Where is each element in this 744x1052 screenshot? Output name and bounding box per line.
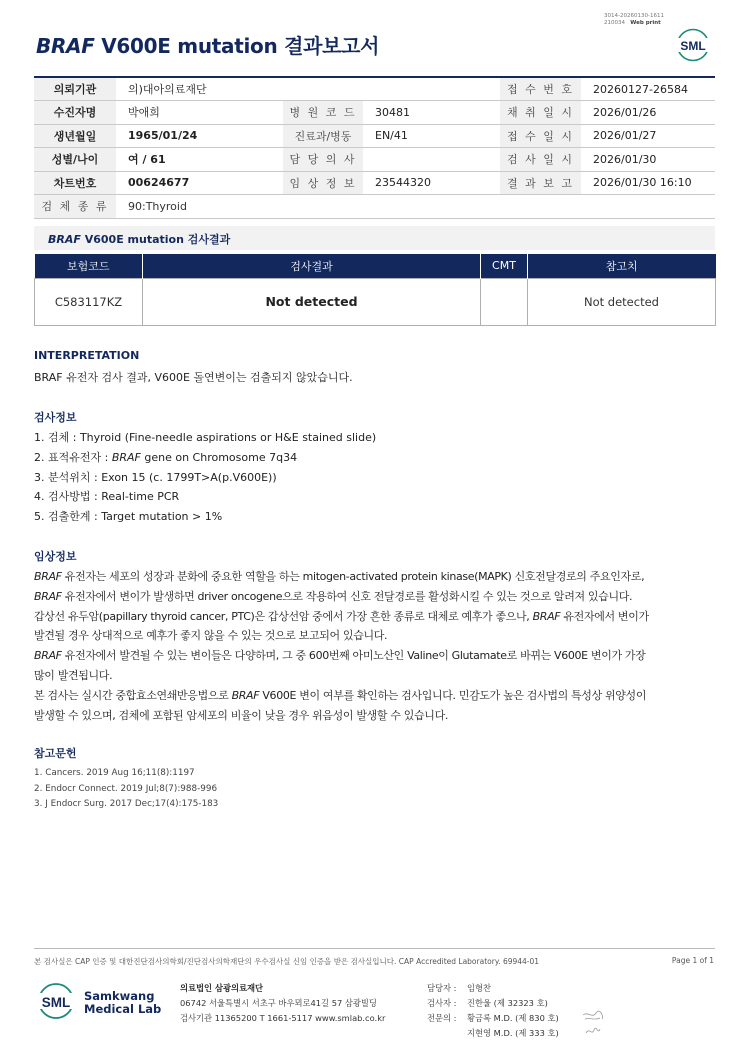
clinical-info-heading: 임상정보	[34, 550, 77, 563]
org-contact: 검사기관 11365200 T 1661-5117 www.smlab.co.kr	[180, 1013, 386, 1023]
sexage-value: 여 / 61	[116, 148, 283, 172]
print-id	[604, 13, 664, 27]
signature-icon	[580, 1009, 608, 1039]
chart-value: 00624677	[116, 171, 283, 195]
paragraph-line: 발견될 경우 상대적으로 예후가 좋지 않을 수 있는 것으로 보고되어 있습니다.	[34, 629, 388, 643]
received-label: 접 수 일 시	[500, 124, 581, 148]
paragraph-line: 발생할 수 있으며, 검체에 포함된 암세포의 비율이 낮을 경우 위음성이 발생할 수 있습니다.	[34, 708, 448, 722]
sml-logo-icon	[674, 28, 712, 62]
header-cmt: CMT	[481, 254, 528, 278]
org-address: 06742 서울특별시 서초구 바우뫼로41길 57 삼광빌딩	[180, 998, 377, 1008]
cell-reference: Not detected	[528, 278, 716, 325]
cell-code: C583117KZ	[35, 278, 143, 325]
info-row	[34, 124, 715, 148]
page-number: Page 1 of 1	[671, 956, 714, 965]
report-label: 결 과 보 고	[500, 171, 581, 195]
cell-cmt	[481, 278, 528, 325]
result-header-row	[35, 254, 716, 278]
brand-line1: Samkwang	[84, 989, 155, 1003]
result-section-rest: V600E mutation 검사결과	[80, 233, 231, 246]
interpretation-text: BRAF 유전자 검사 결과, V600E 돌연변이는 검출되지 않았습니다.	[34, 371, 353, 384]
info-row	[34, 148, 715, 172]
specimen-label: 검 체 종 류	[34, 195, 116, 219]
result-section-gene: BRAF	[48, 233, 81, 246]
list-item: 2. 표적유전자 : BRAF gene on Chromosome 7q34	[34, 450, 298, 464]
dept-value: EN/41	[363, 124, 500, 148]
collect-label: 채 취 일 시	[500, 101, 581, 125]
test-info-heading: 검사정보	[34, 411, 77, 424]
accreditation-note: 본 검사실은 CAP 인증 및 대한진단검사의학회/진단검사의학재단의 우수검사실 신임 인증을 받은 검사실입니다. CAP Accredited Laboratory. 69944-01	[34, 957, 540, 966]
test-info-list	[34, 428, 714, 527]
patient-value: 박애희	[116, 101, 283, 125]
info-row	[34, 195, 715, 219]
clinical-value: 23544320	[363, 171, 500, 195]
title-rest: V600E mutation 결과보고서	[94, 34, 380, 58]
staff-row: 검사자 : 진한울 (제 32323 호)	[427, 998, 548, 1008]
received-value: 2026/01/27	[581, 124, 715, 148]
list-item: 4. 검사방법 : Real-time PCR	[34, 490, 180, 504]
paragraph-line: 갑상선 유두암(papillary thyroid cancer, PTC)은 갑상선암 중에서 가장 흔한 종류로 대체로 예후가 좋으나, BRAF 유전자에서 변이가	[34, 609, 649, 623]
title-gene: BRAF	[36, 34, 95, 58]
staff-row: 담당자 : 임형찬	[427, 983, 492, 993]
logo-text: SML	[41, 995, 71, 1010]
clinical-label: 임 상 정 보	[283, 171, 363, 195]
info-row	[34, 101, 715, 125]
footer-divider	[34, 948, 715, 949]
accession-value: 20260127-26584	[581, 77, 715, 101]
requester-label: 의뢰기관	[34, 77, 116, 101]
patient-info-table	[34, 76, 715, 219]
list-item: 2. Endocr Connect. 2019 Jul;8(7):988-996	[34, 783, 218, 794]
requester-value: 의)대아의료재단	[116, 77, 500, 101]
list-item: 3. J Endocr Surg. 2017 Dec;17(4):175-183	[34, 799, 219, 809]
references-list	[34, 766, 218, 813]
paragraph-line: BRAF 유전자에서 변이가 발생하면 driver oncogene으로 작용하여 신호 전달경로를 활성화시킬 수 있는 것으로 알려져 있습니다.	[34, 589, 633, 603]
doctor-label: 담 당 의 사	[283, 148, 363, 172]
hospital-code-label: 병 원 코 드	[283, 101, 363, 125]
dob-label: 생년월일	[34, 124, 116, 148]
chart-label: 차트번호	[34, 171, 116, 195]
paragraph-line: BRAF 유전자는 세포의 성장과 분화에 중요한 역할을 하는 mitogen-activated protein kinase(MAPK) 신호전달경로의 주요인자로,	[34, 570, 645, 583]
table-row	[35, 278, 716, 325]
doctor-value	[363, 148, 500, 172]
paragraph-line: 많이 발견됩니다.	[34, 668, 113, 682]
list-item: 3. 분석위치 : Exon 15 (c. 1799T>A(p.V600E))	[34, 470, 277, 484]
test-date-label: 검 사 일 시	[500, 148, 581, 172]
list-item: 1. 검체 : Thyroid (Fine-needle aspirations or H&E stained slide)	[34, 431, 377, 444]
clinical-info-text	[34, 567, 714, 725]
info-row	[34, 171, 715, 195]
staff-info	[427, 981, 559, 1041]
info-row	[34, 77, 715, 101]
result-section-heading	[34, 226, 715, 250]
paragraph-line: BRAF 유전자에서 발견될 수 있는 변이들은 다양하며, 그 중 600번째 아미노산인 Valine이 Glutamate로 바뀌는 V600E 변이가 가장	[34, 649, 646, 663]
cell-result: Not detected	[143, 278, 481, 325]
accession-label: 접 수 번 호	[500, 77, 581, 101]
list-item: 5. 검출한계 : Target mutation > 1%	[34, 510, 223, 524]
report-value: 2026/01/30 16:10	[581, 171, 715, 195]
header-code: 보험코드	[35, 254, 143, 278]
brand-line2: Medical Lab	[84, 1002, 162, 1016]
brand-name	[84, 990, 161, 1016]
list-item: 1. Cancers. 2019 Aug 16;11(8):1197	[34, 768, 195, 778]
print-id-line1: 3014-20260130-1611	[604, 13, 664, 19]
patient-label: 수진자명	[34, 101, 116, 125]
collect-value: 2026/01/26	[581, 101, 715, 125]
header-reference: 참고치	[528, 254, 716, 278]
sml-logo-icon	[36, 982, 76, 1020]
test-date-value: 2026/01/30	[581, 148, 715, 172]
references-heading: 참고문헌	[34, 747, 77, 760]
interpretation-heading: INTERPRETATION	[34, 349, 140, 362]
header-result: 검사결과	[143, 254, 481, 278]
dob-value: 1965/01/24	[116, 124, 283, 148]
dept-label: 진료과/병동	[283, 124, 363, 148]
staff-row: 전문의 : 황금록 M.D. (제 830 호)	[427, 1013, 559, 1023]
result-table	[34, 254, 716, 326]
print-id-line2: 210034	[604, 20, 625, 26]
hospital-code-value: 30481	[363, 101, 500, 125]
sexage-label: 성별/나이	[34, 148, 116, 172]
specimen-value: 90:Thyroid	[116, 195, 715, 219]
org-name: 의료법인 삼광의료재단	[180, 983, 264, 993]
paragraph-line: 본 검사는 실시간 중합효소연쇄반응법으로 BRAF V600E 변이 여부를 확인하는 검사입니다. 민감도가 높은 검사법의 특성상 위양성이	[34, 688, 647, 702]
page-title	[36, 30, 379, 59]
organization-info	[180, 981, 385, 1026]
staff-row: 지현영 M.D. (제 333 호)	[467, 1028, 559, 1038]
web-print-label: Web print	[630, 20, 661, 26]
logo-text: SML	[680, 39, 706, 53]
